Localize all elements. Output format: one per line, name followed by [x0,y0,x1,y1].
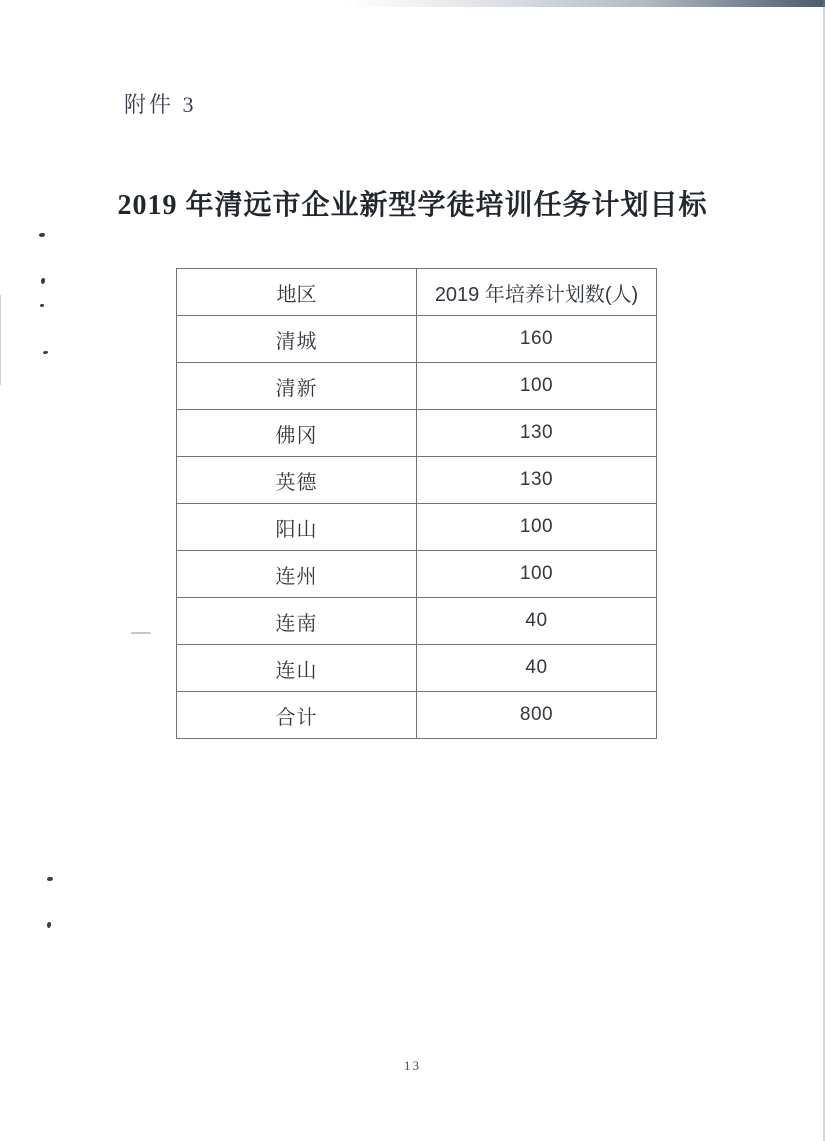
region-cell: 英德 [177,457,417,504]
table-row [177,645,657,692]
value-cell: 40 [417,598,657,645]
total-label-cell: 合计 [177,692,417,739]
total-value-cell: 800 [417,692,657,739]
header-region: 地区 [177,269,417,316]
region-cell: 阳山 [177,504,417,551]
region-cell: 清新 [177,363,417,410]
region-cell: 连山 [177,645,417,692]
table-row [177,363,657,410]
scan-speck [40,304,44,307]
value-cell: 130 [417,457,657,504]
table-row [177,316,657,363]
document-title: 2019 年清远市企业新型学徒培训任务计划目标 [117,190,708,221]
scan-edge-shadow-top [0,0,825,7]
page-number: 13 [404,1058,421,1073]
scan-edge-line-left [0,295,1,385]
scan-speck [43,351,48,354]
value-cell: 40 [417,645,657,692]
table-row [177,504,657,551]
value-cell: 130 [417,410,657,457]
value-cell: 100 [417,363,657,410]
scan-speck [39,233,45,237]
table-row [177,457,657,504]
value-cell: 100 [417,504,657,551]
scan-speck [47,922,51,928]
region-cell: 清城 [177,316,417,363]
region-cell: 连州 [177,551,417,598]
region-cell: 佛冈 [177,410,417,457]
table-row [177,598,657,645]
scan-speck [41,278,45,284]
value-cell: 100 [417,551,657,598]
header-plan-count: 2019 年培养计划数(人) [417,269,657,316]
scan-smudge [131,632,151,634]
scan-speck [47,877,53,881]
region-cell: 连南 [177,598,417,645]
value-cell: 160 [417,316,657,363]
table-row [177,551,657,598]
table-header-row [177,269,657,316]
training-plan-table [176,268,657,739]
attachment-label: 附件 3 [124,92,197,117]
table-total-row [177,692,657,739]
table-row [177,410,657,457]
